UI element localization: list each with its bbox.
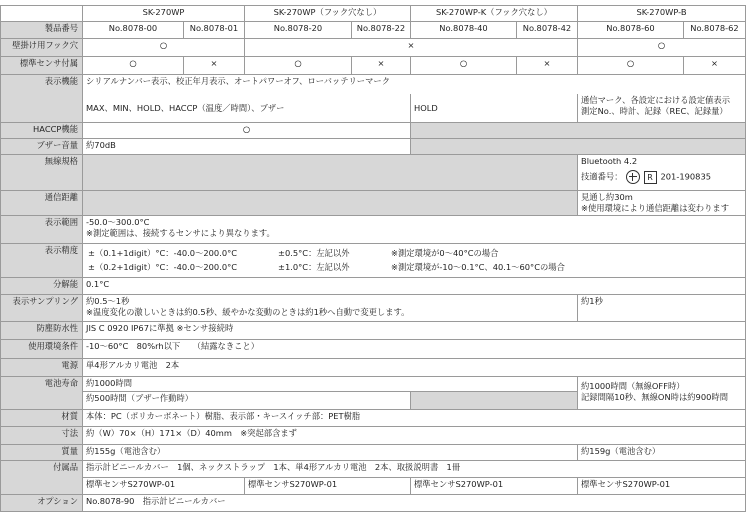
accessory-sensor: 標準センサS270WP-01 [83, 478, 245, 495]
comm-distance-value [578, 191, 746, 216]
bluetooth-version: Bluetooth 4.2 [581, 156, 638, 166]
accuracy-row-2 [86, 262, 742, 276]
model-col-1: SK-270WP [83, 5, 245, 22]
row-label-option: オプション [0, 495, 83, 512]
display-function-b-line2: 測定No.、時計、記録（REC、記録量） [581, 106, 728, 116]
accessory-sensor: 標準センサS270WP-01 [245, 478, 411, 495]
product-number: No.8078-42 [517, 22, 578, 39]
accuracy-r2a: ±（0.2+1digit）°C：-40.0～200.0°C [88, 262, 238, 272]
sensor-value: × [184, 57, 245, 75]
row-label-hook: 壁掛け用フック穴 [0, 39, 83, 57]
buzzer-value: 約70dB [83, 139, 411, 155]
power-value: 単4形アルカリ電池 2本 [83, 359, 746, 377]
row-label-accessories: 付属品 [0, 461, 83, 495]
row-label-weight: 質量 [0, 445, 83, 461]
giteki-mark-icon [626, 170, 640, 184]
row-label-product-number: 製品番号 [0, 22, 83, 39]
sensor-value: ○ [245, 57, 352, 75]
display-function-a: MAX、MIN、HOLD、HACCP（温度／時間）、ブザー [83, 94, 411, 123]
cert-prefix: 技適番号： [581, 171, 623, 182]
product-number: No.8078-00 [83, 22, 184, 39]
model-col-2: SK-270WP（フック穴なし） [245, 5, 411, 22]
row-label-sampling: 表示サンプリング [0, 295, 83, 322]
row-label-power: 電源 [0, 359, 83, 377]
r-mark-icon: R [644, 171, 657, 184]
waterproof-value: JIS C 0920 IP67に準拠 ※センサ接続時 [83, 322, 746, 340]
hook-value: × [245, 39, 578, 57]
weight-value-b: 約159g（電池含む） [578, 445, 746, 461]
display-function-common: シリアルナンバー表示、校正年月表示、オートパワーオフ、ローバッテリーマーク [83, 75, 746, 94]
accuracy-row-1 [86, 248, 742, 262]
row-label-battery: 電池寿命 [0, 377, 83, 410]
row-label-size: 寸法 [0, 427, 83, 445]
accuracy-value [83, 244, 746, 278]
weight-value-a: 約155g（電池含む） [83, 445, 578, 461]
sampling-line2: ※温度変化の激しいときは約0.5秒、緩やかな変動のときは約1秒へ自動で変更します。 [86, 307, 410, 317]
accessories-common: 指示計ビニールカバー 1個、ネックストラップ 1本、単4形アルカリ電池 2本、取扱説明書 1冊 [83, 461, 746, 478]
accuracy-r2b: ±1.0°C：左記以外 [278, 262, 350, 272]
battery-b-line2: 記録間隔10秒、無線ON時は約900時間 [581, 392, 728, 402]
sensor-value: ○ [411, 57, 517, 75]
wireless-value [578, 155, 746, 191]
accuracy-r1a: ±（0.1+1digit）°C：-40.0～200.0°C [88, 248, 238, 258]
product-number: No.8078-22 [352, 22, 411, 39]
row-label-range: 表示範囲 [0, 216, 83, 244]
comm-distance-line2: ※使用環境により通信距離は変わります [581, 203, 730, 213]
battery-b-line1: 約1000時間（無線OFF時） [581, 381, 685, 391]
battery-value-1: 約1000時間 [83, 377, 578, 392]
sensor-value: × [684, 57, 746, 75]
buzzer-na [411, 139, 746, 155]
row-label-display-function: 表示機能 [0, 75, 83, 123]
range-line1: -50.0～300.0°C [86, 217, 150, 227]
blank-corner [0, 5, 83, 22]
range-line2: ※測定範囲は、接続するセンサにより異なります。 [86, 228, 275, 238]
row-label-buzzer: ブザー音量 [0, 139, 83, 155]
product-number: No.8078-20 [245, 22, 352, 39]
cert-number [581, 170, 742, 184]
sampling-line1: 約0.5～1秒 [86, 296, 130, 306]
product-number: No.8078-01 [184, 22, 245, 39]
cert-no: 201-190835 [660, 171, 712, 182]
row-label-resolution: 分解能 [0, 278, 83, 295]
sensor-value: × [517, 57, 578, 75]
sensor-value: ○ [578, 57, 684, 75]
product-number: No.8078-60 [578, 22, 684, 39]
product-number: No.8078-62 [684, 22, 746, 39]
sampling-value [83, 295, 578, 322]
battery-value-2: 約500時間（ブザー作動時） [83, 392, 411, 410]
row-label-sensor: 標準センサ付属 [0, 57, 83, 75]
row-label-waterproof: 防塵防水性 [0, 322, 83, 340]
accuracy-r1b: ±0.5°C：左記以外 [278, 248, 350, 258]
size-value: 約（W）70×（H）171×（D）40mm ※突起部含まず [83, 427, 746, 445]
resolution-value: 0.1°C [83, 278, 746, 295]
sensor-value: × [352, 57, 411, 75]
comm-distance-na [83, 191, 578, 216]
row-label-haccp: HACCP機能 [0, 123, 83, 139]
accuracy-r2c: ※測定環境が-10～0.1°C、40.1～60°Cの場合 [391, 262, 565, 272]
material-value: 本体：PC（ポリカーボネート）樹脂、表示部・キースイッチ部：PET樹脂 [83, 410, 746, 427]
accessory-sensor: 標準センサS270WP-01 [578, 478, 746, 495]
row-label-material: 材質 [0, 410, 83, 427]
row-label-environment: 使用環境条件 [0, 340, 83, 359]
environment-value: -10～60°C 80%rh以下 （結露なきこと） [83, 340, 746, 359]
range-value [83, 216, 746, 244]
product-number: No.8078-40 [411, 22, 517, 39]
option-value: No.8078-90 指示計ビニールカバー [83, 495, 746, 512]
display-function-k: HOLD [411, 94, 578, 123]
hook-value: ○ [578, 39, 746, 57]
accuracy-r1c: ※測定環境が0～40°Cの場合 [391, 248, 499, 258]
sampling-value-b: 約1秒 [578, 295, 746, 322]
row-label-comm-distance: 通信距離 [0, 191, 83, 216]
hook-value: ○ [83, 39, 245, 57]
model-col-3: SK-270WP-K（フック穴なし） [411, 5, 578, 22]
battery-na [411, 392, 578, 410]
haccp-value: ○ [83, 123, 411, 139]
display-function-b [578, 94, 746, 123]
accessory-sensor: 標準センサS270WP-01 [411, 478, 578, 495]
row-label-accuracy: 表示精度 [0, 244, 83, 278]
comm-distance-line1: 見通し約30m [581, 192, 633, 202]
wireless-na [83, 155, 578, 191]
haccp-na [411, 123, 746, 139]
row-label-wireless: 無線規格 [0, 155, 83, 191]
display-function-b-line1: 通信マーク、各設定における設定値表示 [581, 95, 731, 105]
battery-value-b [578, 377, 746, 410]
sensor-value: ○ [83, 57, 184, 75]
model-col-4: SK-270WP-B [578, 5, 746, 22]
